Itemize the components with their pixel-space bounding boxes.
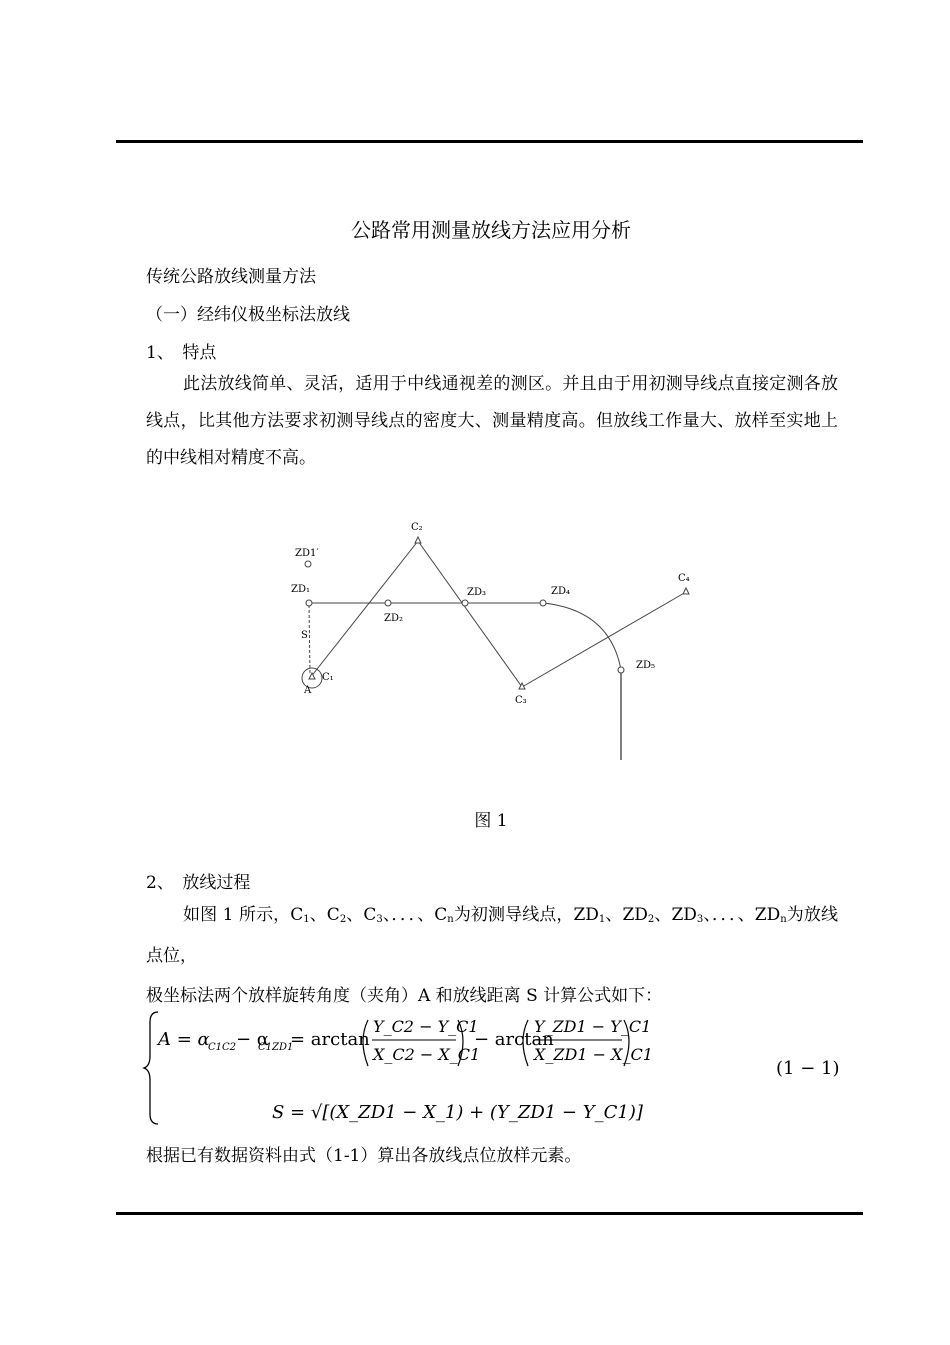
- label-c4: C₄: [678, 573, 690, 584]
- closing-line: 根据已有数据资料由式（1-1）算出各放线点位放样元素。: [146, 1146, 582, 1166]
- item1-heading: 1、 特点: [146, 343, 217, 363]
- alpha2-sub: C1ZD1: [258, 1042, 294, 1053]
- item2-paragraph: 如图 1 所示，$C_1$、$C_2$、$C_3$、．．．、$C_n$为初测导线点，$ZD_1$、$ZD_2$、$ZD_3$、．．．、$ZD_n$为放线点位，: [146, 905, 838, 966]
- point-zd2: [385, 600, 391, 606]
- formula-brace: [144, 1012, 158, 1124]
- item1-paragraph: 此法放线简单、灵活，适用于中线通视差的测区。并且由于用初测导线点直接定测各放线点，比其他方法要求初测导线点的密度大、测量精度高。但放线工作量大、放样至实地上的中线相对精度不高。: [146, 374, 838, 468]
- label-zd4: ZD₄: [551, 586, 570, 597]
- item2-heading: 2、 放线过程: [146, 873, 251, 893]
- formula-intro: 极坐标法两个放样旋转角度（夹角）A 和放线距离 S 计算公式如下：: [146, 986, 663, 1006]
- label-zd1p: ZD1′: [295, 548, 319, 559]
- label-a: A: [304, 685, 312, 696]
- point-c2: [415, 537, 421, 543]
- label-c1: C₁: [322, 672, 334, 683]
- traverse-c2-c3: [418, 541, 522, 687]
- footer-rule: [116, 1212, 863, 1215]
- eq1-lhs: A = α: [158, 1029, 210, 1050]
- subsection-heading: （一）经纬仪极坐标法放线: [146, 305, 350, 325]
- figure-caption: 图 1: [474, 811, 508, 831]
- section-heading: 传统公路放线测量方法: [146, 267, 316, 287]
- label-s: S: [301, 630, 308, 641]
- point-c4: [683, 588, 689, 594]
- point-zd5: [618, 667, 624, 673]
- eq1-minus-arctan: − arctan: [474, 1029, 554, 1050]
- point-zd3: [462, 600, 468, 606]
- eq1-arctan: = arctan: [290, 1029, 370, 1050]
- s-distance-line: [309, 605, 310, 675]
- traverse-c3-c4: [522, 592, 686, 687]
- frac2-denominator: X_ZD1 − X_C1: [534, 1045, 653, 1064]
- label-zd5: ZD₅: [636, 660, 655, 671]
- point-zd1: [306, 600, 312, 606]
- page-title: 公路常用测量放线方法应用分析: [351, 218, 631, 242]
- traverse-c1-c2: [310, 541, 418, 678]
- figure-1: [280, 510, 710, 770]
- point-c1: [309, 673, 315, 679]
- label-zd1: ZD₁: [291, 584, 310, 595]
- eq2-distance: S = √[(X_ZD1 − X_1) + (Y_ZD1 − Y_C1)]: [272, 1102, 643, 1123]
- label-zd3: ZD₃: [467, 587, 486, 598]
- point-zd4: [540, 600, 546, 606]
- label-zd2: ZD₂: [384, 613, 403, 624]
- header-rule: [116, 140, 863, 143]
- frac1-numerator: Y_C2 − Y_C1: [373, 1017, 479, 1036]
- label-c3: C₃: [515, 695, 527, 706]
- eq1-minus-alpha: − α: [236, 1029, 269, 1050]
- formula-1-1: [140, 1008, 840, 1130]
- point-zd1p: [305, 561, 311, 567]
- frac1-denominator: X_C2 − X_C1: [373, 1045, 481, 1064]
- alpha1-sub: C1C2: [208, 1042, 237, 1053]
- equation-number: (1 − 1): [776, 1058, 840, 1079]
- frac2-numerator: Y_ZD1 − Y_C1: [534, 1017, 652, 1036]
- label-c2: C₂: [411, 522, 423, 533]
